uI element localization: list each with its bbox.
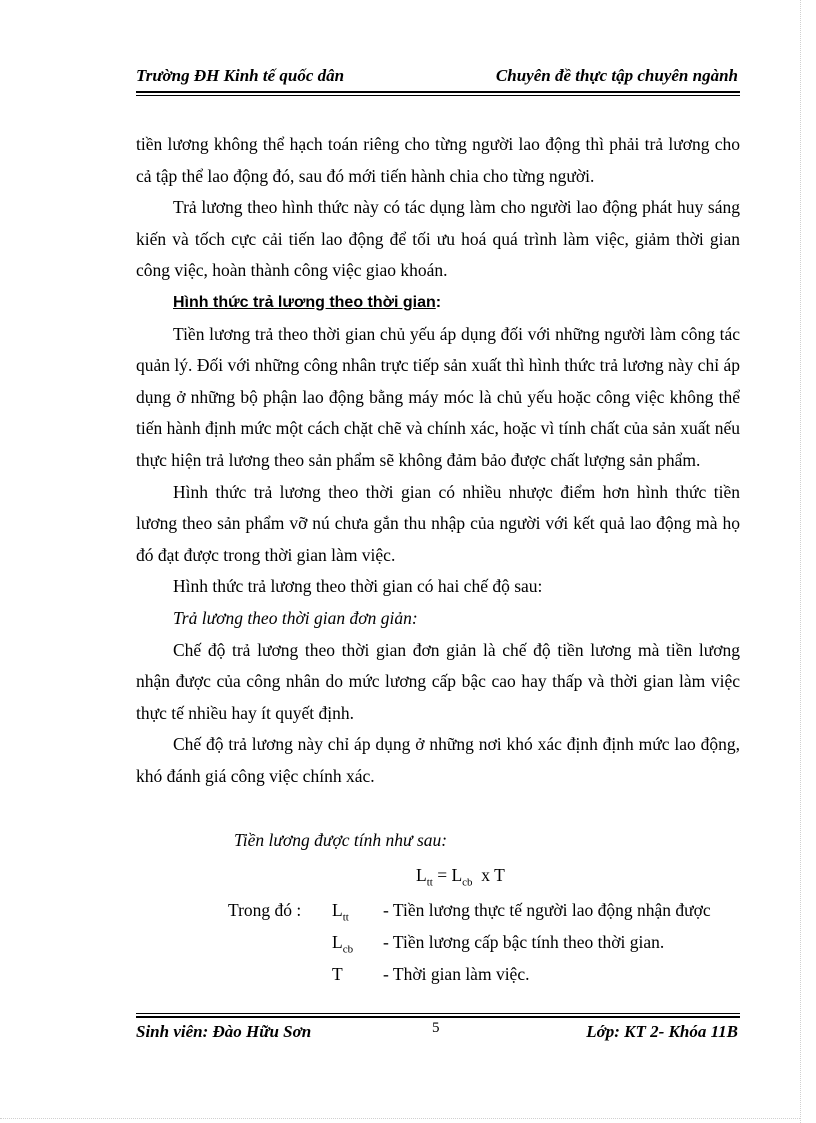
paragraph-7: Chế độ trả lương này chỉ áp dụng ở những nơi khó xác định định mức lao động, khó đánh giá công việc chính xác. (136, 734, 740, 786)
footer-class: Lớp: KT 2- Khóa 11B (586, 1022, 738, 1041)
legend-sub-1: tt (342, 911, 349, 924)
page-footer (136, 1022, 740, 1046)
header-rule-thin (136, 95, 740, 96)
header-title: Chuyên đề thực tập chuyên ngành (495, 66, 738, 85)
legend-symbol (332, 932, 353, 956)
formula-lhs: L (416, 865, 427, 885)
formula-rhs-sub: cb (462, 876, 473, 889)
page-header (136, 66, 740, 92)
page-edge-right (800, 0, 801, 1123)
formula-rhs: L (451, 865, 463, 885)
header-rule (136, 91, 740, 93)
footer-rule-thin (136, 1013, 740, 1014)
page-body (136, 129, 740, 792)
formula-label: Tiền lương được tính như sau: (234, 830, 448, 850)
legend-sym-1: L (332, 900, 343, 920)
legend-sub-2: cb (342, 943, 354, 956)
legend-intro: Trong đó : (228, 900, 302, 920)
legend-sym-3: T (332, 964, 343, 984)
formula (416, 865, 505, 889)
header-school: Trường ĐH Kinh tế quốc dân (136, 66, 345, 85)
page-edge-bottom (0, 1118, 800, 1119)
legend-sym-2: L (332, 932, 343, 952)
paragraph-5: Hình thức trả lương theo thời gian có hai chế độ sau: (173, 576, 543, 597)
paragraph-2: Trả lương theo hình thức này có tác dụng làm cho người lao động phát huy sáng kiến và tốch cực cải tiến lao động để tối ưu hoá quá trình làm việc, giảm thời gian công việc, hoàn thành công việc giao khoán. (136, 197, 740, 281)
legend-desc-2: - Tiền lương cấp bậc tính theo thời gian. (383, 932, 665, 952)
formula-rest: x T (472, 865, 505, 885)
subheading: Trả lương theo thời gian đơn giản: (173, 607, 418, 628)
formula-lhs-sub: tt (426, 876, 433, 889)
paragraph-4: Hình thức trả lương theo thời gian có nhiều nhược điểm hơn hình thức tiền lương theo sản phẩm vỡ nú chưa gắn thu nhập của người với kết quả lao động mà họ đó đạt được trong thời gian làm việc. (136, 481, 740, 565)
page-number: 5 (432, 1020, 440, 1036)
paragraph-1: tiền lương không thể hạch toán riêng cho từng người lao động thì phải trả lương cho cả tập thể lao động đó, sau đó mới tiến hành chia cho từng người. (136, 134, 740, 186)
legend-desc-3: - Thời gian làm việc. (383, 964, 530, 984)
section-heading-colon: : (435, 293, 442, 311)
legend-desc-1: - Tiền lương thực tế người lao động nhận được (383, 900, 711, 920)
formula-eq: = (432, 865, 452, 885)
footer-rule (136, 1016, 740, 1018)
legend-symbol (332, 964, 343, 985)
section-heading (136, 287, 740, 319)
legend-symbol (332, 900, 349, 924)
paragraph-6: Chế độ trả lương theo thời gian đơn giản là chế độ tiền lương mà tiền lương nhận được của công nhân do mức lương cấp bậc cao hay thấp và thời gian làm việc thực tế nhiều hay ít quyết định. (136, 639, 740, 723)
section-heading-text: Hình thức trả lương theo thời gian (173, 293, 436, 311)
footer-student: Sinh viên: Đào Hữu Sơn (136, 1022, 312, 1041)
paragraph-3: Tiền lương trả theo thời gian chủ yếu áp dụng đối với những người làm công tác quản lý. Đối với những công nhân trực tiếp sản xuất thì hình thức trả lương này chỉ áp dụng ở những bộ phận lao động bằng máy móc là chủ yếu hoặc công việc không thể tiến hành định mức một cách chặt chẽ và chính xác, hoặc vì tính chất của sản xuất nếu thực hiện trả lương theo sản phẩm sẽ không đảm bảo được chất lượng sản phẩm. (136, 323, 740, 470)
